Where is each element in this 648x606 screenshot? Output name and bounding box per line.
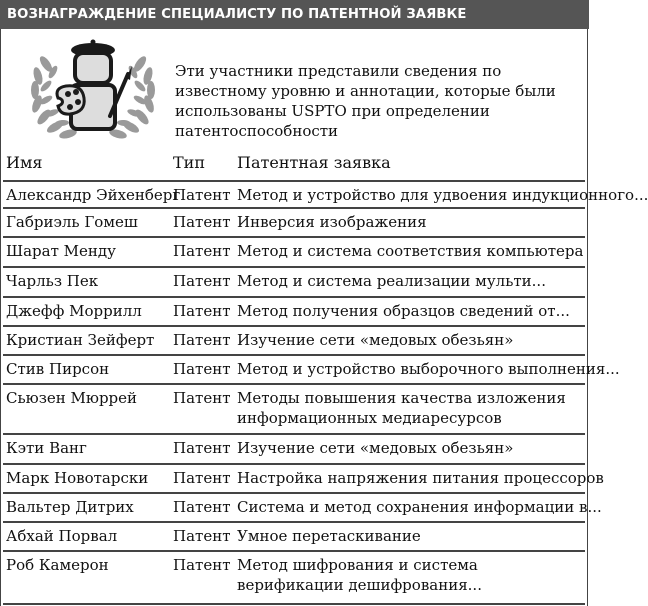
panel-title: ВОЗНАГРАЖДЕНИЕ СПЕЦИАЛИСТУ ПО ПАТЕНТНОЙ ЗАЯВКЕ	[0, 0, 589, 29]
table-row	[3, 552, 585, 605]
table-row	[3, 180, 648, 209]
contribution-type: Патент	[173, 331, 231, 349]
table-row	[3, 268, 585, 298]
contribution-type: Патент	[173, 272, 231, 290]
contribution-type: Патент	[173, 186, 231, 204]
intro-section	[0, 32, 589, 146]
patent-application: Система и метод сохранения информации в...	[237, 498, 602, 516]
contribution-type: Патент	[173, 469, 231, 487]
contribution-type: Патент	[173, 556, 231, 574]
patent-application: Инверсия изображения	[237, 213, 427, 231]
patent-application: Метод получения образцов сведений от...	[237, 302, 570, 320]
table-row	[3, 435, 585, 465]
painter-with-palette-icon	[24, 36, 162, 142]
patent-application: Изучение сети «медовых обезьян»	[237, 331, 514, 349]
table-row	[3, 494, 602, 523]
contributor-name: Стив Пирсон	[6, 360, 110, 378]
contributor-name: Габриэль Гомеш	[6, 213, 138, 231]
patent-application: Метод и устройство выборочного выполнения...	[237, 360, 620, 378]
patent-application: Метод и устройство для удвоения индукционного...	[237, 186, 648, 204]
column-header-type: Тип	[173, 153, 205, 172]
table-row	[3, 385, 585, 435]
patent-application: Настройка напряжения питания процессоров	[237, 469, 604, 487]
table-row	[3, 356, 620, 385]
contributor-name: Чарльз Пек	[6, 272, 99, 290]
contributor-name: Вальтер Дитрих	[6, 498, 134, 516]
intro-text: Эти участники представили сведения по известному уровню и аннотации, которые были использованы USPTO при определении патентоспособности	[175, 62, 556, 140]
column-header-name: Имя	[6, 153, 43, 172]
contribution-type: Патент	[173, 213, 231, 231]
table-row	[3, 327, 585, 356]
contribution-type: Патент	[173, 360, 231, 378]
contributor-name: Роб Камерон	[6, 556, 109, 574]
patent-application: Изучение сети «медовых обезьян»	[237, 439, 514, 457]
patent-application: Метод и система реализации мульти...	[237, 272, 546, 290]
contribution-type: Патент	[173, 498, 231, 516]
patent-application: Умное перетаскивание	[237, 527, 421, 545]
contributor-name: Марк Новотарски	[6, 469, 149, 487]
contributor-name: Сьюзен Мюррей	[6, 389, 138, 407]
contributor-name: Джефф Моррилл	[6, 302, 142, 320]
contribution-type: Патент	[173, 242, 231, 260]
contributor-name: Кристиан Зейферт	[6, 331, 155, 349]
patent-application: Методы повышения качества изложения информационных медиаресурсов	[237, 389, 566, 427]
contributor-name: Абхай Порвал	[6, 527, 118, 545]
table-row	[3, 465, 604, 494]
contribution-type: Патент	[173, 527, 231, 545]
contributor-name: Шарат Менду	[6, 242, 116, 260]
table-row	[3, 298, 585, 327]
contributor-name: Александр Эйхенберг	[6, 186, 181, 204]
patent-application: Метод и система соответствия компьютера	[237, 242, 584, 260]
column-header-application: Патентная заявка	[237, 153, 391, 172]
contribution-type: Патент	[173, 302, 231, 320]
table-row	[3, 523, 585, 552]
table-row	[3, 238, 585, 268]
patent-application: Метод шифрования и система верификации дешифрования...	[237, 556, 482, 594]
contributor-name: Кэти Ванг	[6, 439, 87, 457]
table-row	[3, 209, 585, 238]
contribution-type: Патент	[173, 439, 231, 457]
contribution-type: Патент	[173, 389, 231, 407]
